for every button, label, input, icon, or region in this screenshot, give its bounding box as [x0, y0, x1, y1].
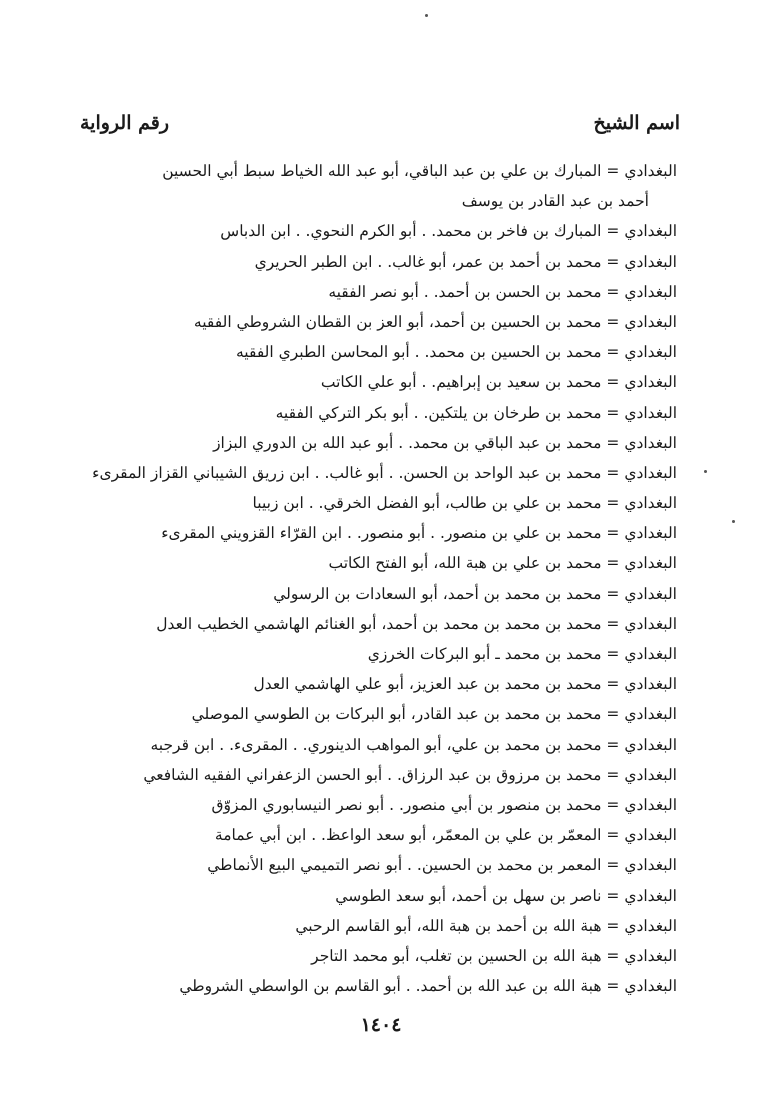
- scan-speck: [732, 520, 735, 523]
- list-item-continuation: أحمد بن عبد القادر بن يوسف: [461, 192, 649, 211]
- list-item: البغدادي = محمد بن علي بن طالب، أبو الفضل الخرقي. . ابن زبيبا: [252, 494, 677, 513]
- list-item: البغدادي = محمد بن أحمد بن عمر، أبو غالب. . ابن الطبر الحريري: [254, 252, 677, 271]
- list-item: البغدادي = محمد بن محمد بن عبد العزيز، أبو علي الهاشمي العدل: [253, 675, 677, 694]
- list-item: البغدادي = ناصر بن سهل بن أحمد، أبو سعد الطوسي: [335, 886, 677, 905]
- list-item: البغدادي = محمد بن علي بن هبة الله، أبو الفتح الكاتب: [328, 554, 677, 573]
- list-item: البغدادي = هبة الله بن الحسين بن تغلب، أبو محمد التاجر: [311, 946, 677, 965]
- scan-speck: [425, 14, 428, 17]
- list-item: البغدادي = محمد بن محمد بن أحمد، أبو السعادات بن الرسولي: [273, 584, 677, 603]
- entry-list: [57, 156, 677, 1001]
- list-item: البغدادي = هبة الله بن عبد الله بن أحمد. . أبو القاسم بن الواسطي الشروطي: [179, 977, 677, 996]
- list-item: البغدادي = محمد بن محمد ـ أبو البركات الخرزي: [367, 645, 677, 663]
- list-item: البغدادي = محمد بن سعيد بن إبراهيم. . أبو علي الكاتب: [320, 373, 677, 392]
- table-header: [80, 112, 680, 142]
- list-item: البغدادي = محمد بن الحسين بن محمد. . أبو المحاسن الطبري الفقيه: [235, 343, 677, 362]
- list-item: البغدادي = هبة الله بن أحمد بن هبة الله، أبو القاسم الرحبي: [295, 916, 677, 935]
- list-item: البغدادي = محمد بن طرخان بن يلتكين. . أبو بكر التركي الفقيه: [275, 403, 677, 422]
- list-item: البغدادي = المبارك بن فاخر بن محمد. . أبو الكرم النحوي. . ابن الدباس: [220, 222, 677, 241]
- list-item: البغدادي = محمد بن عبد الواحد بن الحسن. . أبو غالب. . ابن زريق الشيباني القزاز المقرىء: [92, 463, 677, 482]
- list-item: البغدادي = محمد بن محمد بن محمد بن أحمد، أبو الغنائم الهاشمي الخطيب العدل: [156, 614, 677, 633]
- column-header-narration-number: رقم الرواية: [80, 112, 169, 134]
- list-item: البغدادي = المعمّر بن علي بن المعمّر، أبو سعد الواعظ. . ابن أبي عمامة: [214, 826, 677, 845]
- list-item: البغدادي = محمد بن الحسين بن أحمد، أبو العز بن القطان الشروطي الفقيه: [193, 312, 677, 331]
- list-item: البغدادي = محمد بن علي بن منصور. . أبو منصور. . ابن القرّاء القزويني المقرىء: [161, 524, 677, 543]
- list-item: البغدادي = محمد بن الحسن بن أحمد. . أبو نصر الفقيه: [328, 282, 677, 301]
- list-item: البغدادي = المبارك بن علي بن عبد الباقي، أبو عبد الله الخياط سبط أبي الحسين: [162, 162, 677, 180]
- scan-speck: [704, 470, 707, 473]
- list-item: البغدادي = محمد بن عبد الباقي بن محمد. . أبو عبد الله بن الدوري البزاز: [213, 433, 677, 452]
- page-number: ١٤٠٤: [360, 1014, 402, 1036]
- list-item: البغدادي = محمد بن محمد بن عبد القادر، أبو البركات بن الطوسي الموصلي: [191, 705, 677, 724]
- list-item: البغدادي = محمد بن منصور بن أبي منصور. . أبو نصر النيسابوري المزوّق: [211, 795, 677, 814]
- column-header-sheikh-name: اسم الشيخ: [593, 112, 680, 134]
- list-item: البغدادي = المعمر بن محمد بن الحسين. . أبو نصر التميمي البيع الأنماطي: [207, 856, 677, 875]
- list-item: البغدادي = محمد بن محمد بن علي، أبو المواهب الدينوري. . المقرىء. . ابن قرجبه: [150, 735, 677, 754]
- list-item: البغدادي = محمد بن مرزوق بن عبد الرزاق. . أبو الحسن الزعفراني الفقيه الشافعي: [143, 765, 677, 784]
